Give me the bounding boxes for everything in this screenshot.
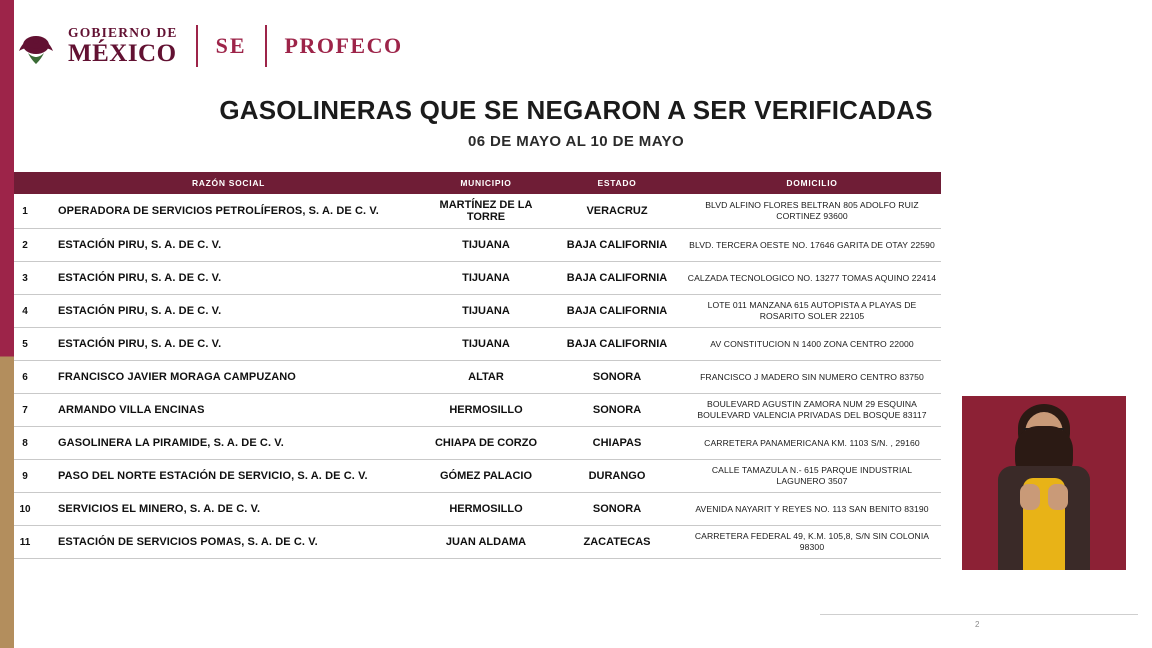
profeco-label: PROFECO [284, 33, 403, 58]
cell-domicilio: CARRETERA PANAMERICANA KM. 1103 S/N. , 29160 [683, 427, 941, 460]
gas-stations-table-container [14, 172, 941, 559]
cell-index: 5 [14, 328, 36, 361]
cell-index: 11 [14, 526, 36, 559]
table-header [14, 172, 941, 194]
cell-razon-social: SERVICIOS EL MINERO, S. A. DE C. V. [36, 493, 421, 526]
table-row [14, 394, 941, 427]
cell-domicilio: AV CONSTITUCION N 1400 ZONA CENTRO 22000 [683, 328, 941, 361]
brand-divider-1 [196, 25, 198, 67]
table-row [14, 493, 941, 526]
cell-index: 10 [14, 493, 36, 526]
page-title: GASOLINERAS QUE SE NEGARON A SER VERIFICADAS [219, 95, 933, 125]
cell-index: 4 [14, 295, 36, 328]
table-header-row [14, 172, 941, 194]
table-row [14, 262, 941, 295]
cell-estado: VERACRUZ [551, 194, 683, 229]
cell-estado: ZACATECAS [551, 526, 683, 559]
se-label: SE [215, 33, 247, 58]
column-header-razon-social: RAZÓN SOCIAL [36, 172, 421, 194]
cell-index: 1 [14, 194, 36, 229]
table-row [14, 328, 941, 361]
cell-razon-social: ESTACIÓN PIRU, S. A. DE C. V. [36, 262, 421, 295]
cell-municipio: JUAN ALDAMA [421, 526, 551, 559]
cell-razon-social: PASO DEL NORTE ESTACIÓN DE SERVICIO, S. A. DE C. V. [36, 460, 421, 493]
header-branding [14, 18, 403, 74]
cell-municipio: MARTÍNEZ DE LA TORRE [421, 194, 551, 229]
footer-divider [820, 614, 1138, 615]
mexican-eagle-logo-icon [14, 23, 58, 69]
interpreter-left-hand [1020, 484, 1040, 510]
column-header-municipio: MUNICIPIO [421, 172, 551, 194]
cell-domicilio: FRANCISCO J MADERO SIN NUMERO CENTRO 83750 [683, 361, 941, 394]
cell-index: 6 [14, 361, 36, 394]
mexico-text: MÉXICO [68, 40, 177, 68]
cell-municipio: ALTAR [421, 361, 551, 394]
cell-municipio: HERMOSILLO [421, 394, 551, 427]
cell-municipio: HERMOSILLO [421, 493, 551, 526]
cell-estado: BAJA CALIFORNIA [551, 262, 683, 295]
cell-estado: SONORA [551, 394, 683, 427]
cell-index: 2 [14, 229, 36, 262]
cell-estado: BAJA CALIFORNIA [551, 328, 683, 361]
cell-domicilio: LOTE 011 MANZANA 615 AUTOPISTA A PLAYAS DE ROSARITO SOLER 22105 [683, 295, 941, 328]
cell-estado: BAJA CALIFORNIA [551, 229, 683, 262]
cell-domicilio: BLVD ALFINO FLORES BELTRAN 805 ADOLFO RUIZ CORTINEZ 93600 [683, 194, 941, 229]
table-body [14, 194, 941, 559]
interpreter-right-hand [1048, 484, 1068, 510]
cell-estado: SONORA [551, 493, 683, 526]
cell-razon-social: GASOLINERA LA PIRAMIDE, S. A. DE C. V. [36, 427, 421, 460]
cell-domicilio: AVENIDA NAYARIT Y REYES NO. 113 SAN BENITO 83190 [683, 493, 941, 526]
table-row [14, 460, 941, 493]
cell-domicilio: BOULEVARD AGUSTIN ZAMORA NUM 29 ESQUINA BOULEVARD VALENCIA PRIVADAS DEL BOSQUE 83117 [683, 394, 941, 427]
table-row [14, 427, 941, 460]
cell-estado: DURANGO [551, 460, 683, 493]
cell-estado: BAJA CALIFORNIA [551, 295, 683, 328]
table-row [14, 526, 941, 559]
cell-domicilio: CARRETERA FEDERAL 49, K.M. 105,8, S/N SIN COLONIA 98300 [683, 526, 941, 559]
cell-domicilio: CALLE TAMAZULA N.- 615 PARQUE INDUSTRIAL LAGUNERO 3507 [683, 460, 941, 493]
cell-municipio: TIJUANA [421, 328, 551, 361]
cell-index: 9 [14, 460, 36, 493]
page-number: 2 [975, 620, 980, 629]
table-row [14, 295, 941, 328]
gobierno-de-text: GOBIERNO DE [68, 24, 178, 40]
cell-municipio: CHIAPA DE CORZO [421, 427, 551, 460]
brand-divider-2 [265, 25, 267, 67]
cell-domicilio: CALZADA TECNOLOGICO NO. 13277 TOMAS AQUINO 22414 [683, 262, 941, 295]
cell-razon-social: OPERADORA DE SERVICIOS PETROLÍFEROS, S. A. DE C. V. [36, 194, 421, 229]
column-header-domicilio: DOMICILIO [683, 172, 941, 194]
cell-municipio: TIJUANA [421, 229, 551, 262]
table-row [14, 194, 941, 229]
cell-razon-social: ESTACIÓN DE SERVICIOS POMAS, S. A. DE C. V. [36, 526, 421, 559]
cell-razon-social: ESTACIÓN PIRU, S. A. DE C. V. [36, 328, 421, 361]
cell-municipio: GÓMEZ PALACIO [421, 460, 551, 493]
cell-razon-social: ESTACIÓN PIRU, S. A. DE C. V. [36, 229, 421, 262]
table-row [14, 361, 941, 394]
cell-index: 3 [14, 262, 36, 295]
cell-index: 7 [14, 394, 36, 427]
cell-domicilio: BLVD. TERCERA OESTE NO. 17646 GARITA DE OTAY 22590 [683, 229, 941, 262]
column-header-estado: ESTADO [551, 172, 683, 194]
page-subtitle: 06 DE MAYO AL 10 DE MAYO [467, 133, 685, 150]
cell-razon-social: ESTACIÓN PIRU, S. A. DE C. V. [36, 295, 421, 328]
column-header-index [14, 172, 36, 194]
sign-language-interpreter-video [962, 396, 1126, 570]
cell-index: 8 [14, 427, 36, 460]
table-row [14, 229, 941, 262]
cell-estado: CHIAPAS [551, 427, 683, 460]
cell-razon-social: ARMANDO VILLA ENCINAS [36, 394, 421, 427]
government-wordmark [68, 26, 178, 67]
cell-razon-social: FRANCISCO JAVIER MORAGA CAMPUZANO [36, 361, 421, 394]
cell-estado: SONORA [551, 361, 683, 394]
cell-municipio: TIJUANA [421, 262, 551, 295]
gas-stations-table [14, 172, 941, 559]
cell-municipio: TIJUANA [421, 295, 551, 328]
